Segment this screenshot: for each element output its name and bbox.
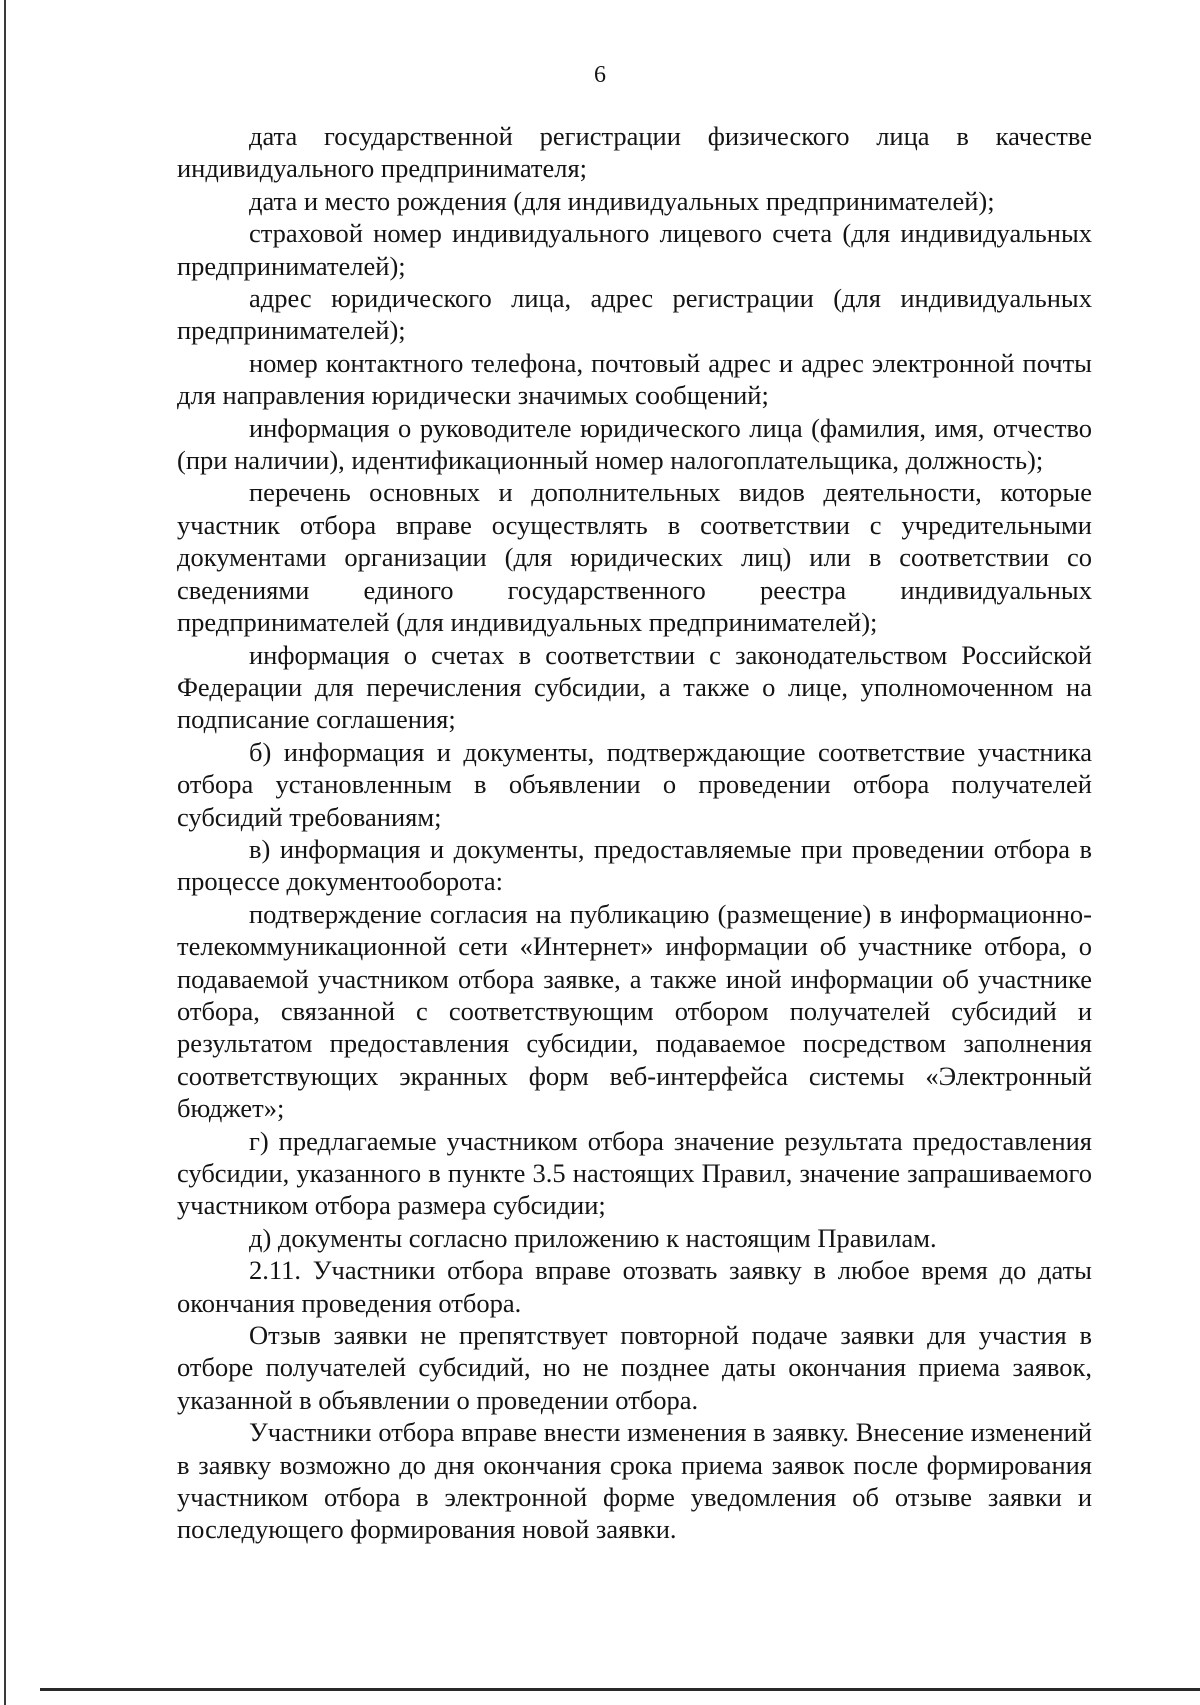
paragraph: перечень основных и дополнительных видов деятельности, которые участник отбора вправе осуществлять в соответствии с учредительными документами организации (для юридических лиц) или в соответствии со сведениями единого государственного реестра индивидуальных предпринимателей (для индивидуальных предпринимателей);: [177, 477, 1092, 638]
paragraph: подтверждение согласия на публикацию (размещение) в информационно-телекоммуникационной сети «Интернет» информации об участнике отбора, о подаваемой участником отбора заявке, а также иной информации об участнике отбора, связанной с соответствующим отбором получателей субсидий и результатом предоставления субсидии, подаваемое посредством заполнения соответствующих экранных форм веб-интерфейса системы «Электронный бюджет»;: [177, 898, 1092, 1124]
paragraph: адрес юридического лица, адрес регистрации (для индивидуальных предпринимателей);: [177, 283, 1092, 346]
document-body: [177, 120, 1092, 1546]
paragraph: г) предлагаемые участником отбора значение результата предоставления субсидии, указанного в пункте 3.5 настоящих Правил, значение запрашиваемого участником отбора размера субсидии;: [177, 1125, 1092, 1221]
paragraph: б) информация и документы, подтверждающие соответствие участника отбора установленным в объявлении о проведении отбора получателей субсидий требованиям;: [177, 736, 1092, 832]
paragraph: дата и место рождения (для индивидуальных предпринимателей);: [249, 185, 995, 216]
page-edge-line: [4, 0, 6, 1705]
paragraph: информация о счетах в соответствии с законодательством Российской Федерации для перечисления субсидии, а также о лице, уполномоченном на подписание соглашения;: [177, 639, 1092, 735]
paragraph: дата государственной регистрации физического лица в качестве индивидуального предпринимателя;: [177, 121, 1092, 184]
paragraph: номер контактного телефона, почтовый адрес и адрес электронной почты для направления юридически значимых сообщений;: [177, 347, 1092, 411]
paragraph: Отзыв заявки не препятствует повторной подаче заявки для участия в отборе получателей субсидий, но не позднее даты окончания приема заявок, указанной в объявлении о проведении отбора.: [177, 1320, 1092, 1415]
paragraph: 2.11. Участники отбора вправе отозвать заявку в любое время до даты окончания проведения отбора.: [177, 1255, 1092, 1318]
paragraph: Участники отбора вправе внести изменения в заявку. Внесение изменений в заявку возможно до дня окончания срока приема заявок после формирования участником отбора в электронной форме уведомления об отзыве заявки и последующего формирования новой заявки.: [177, 1417, 1092, 1545]
bottom-edge-line: [40, 1688, 1200, 1691]
paragraph: д) документы согласно приложению к настоящим Правилам.: [249, 1222, 937, 1253]
page-number: 6: [594, 62, 606, 88]
paragraph: в) информация и документы, предоставляемые при проведении отбора в процессе документооборота:: [177, 833, 1092, 897]
paragraph: страховой номер индивидуального лицевого счета (для индивидуальных предпринимателей);: [177, 218, 1092, 281]
paragraph: информация о руководителе юридического лица (фамилия, имя, отчество (при наличии), идентификационный номер налогоплательщика, должность);: [177, 412, 1092, 476]
